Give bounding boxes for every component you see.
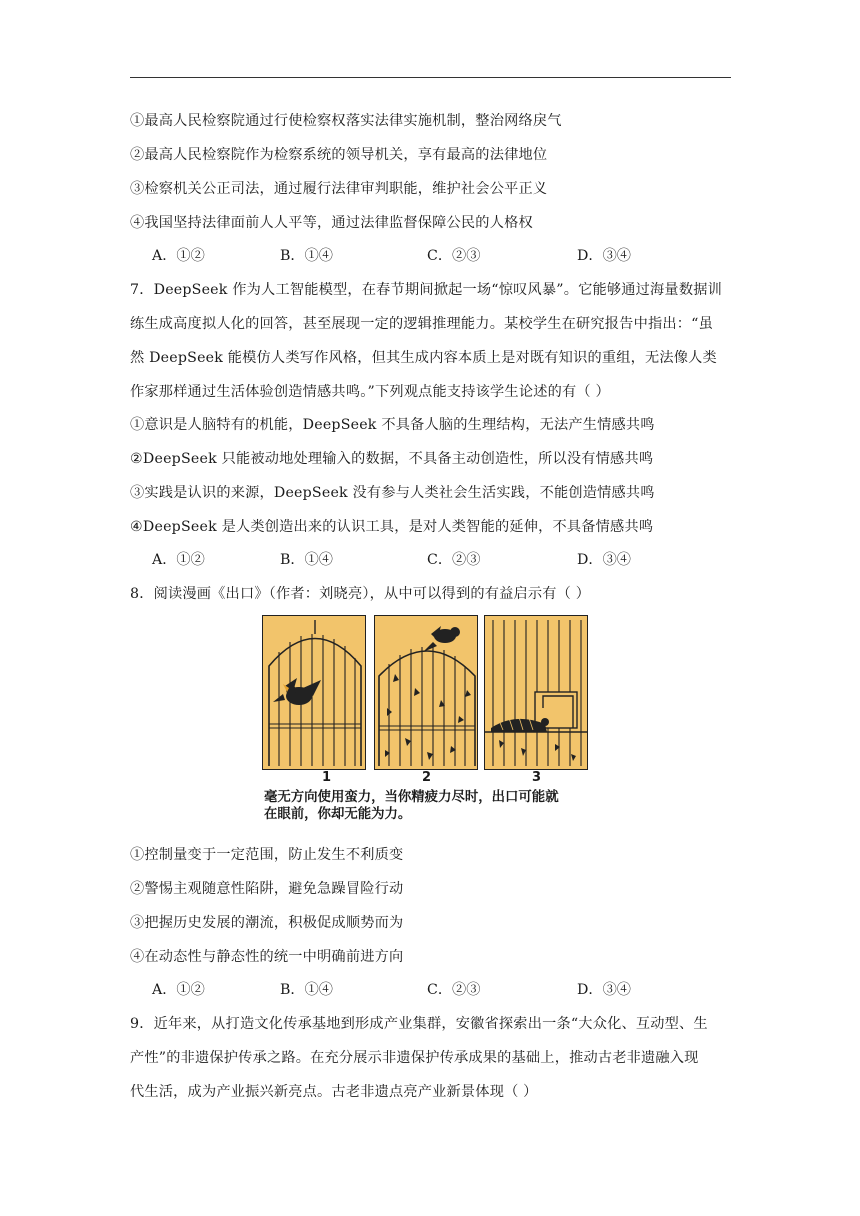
- q6-statement-3: ③检察机关公正司法，通过履行法律审判职能，维护社会公平正义: [130, 181, 548, 197]
- q7-stem-line-2: 练生成高度拟人化的回答，甚至展现一定的逻辑推理能力。某校学生在研究报告中指出：“虽: [130, 316, 713, 332]
- q8-statement-4: ④在动态性与静态性的统一中明确前进方向: [130, 949, 404, 965]
- cage-exit-exhausted-illustration: [485, 616, 588, 770]
- comic-caption-line-2: 在眼前，你却无能为力。: [264, 807, 412, 822]
- q7-statement-2: ②DeepSeek 只能被动地处理输入的数据，不具备主动创造性，所以没有情感共鸣: [130, 451, 654, 467]
- q6-option-d[interactable]: D．③④: [577, 248, 631, 264]
- q7-statement-3: ③实践是认识的来源，DeepSeek 没有参与人类社会生活实践，不能创造情感共鸣: [130, 485, 655, 501]
- q9-stem-line-3: 代生活，成为产业振兴新亮点。古老非遗点亮产业新景体现（ ）: [130, 1084, 538, 1100]
- cage-feathers-falling-illustration: [375, 616, 478, 770]
- panel-number-2: 2: [422, 770, 432, 785]
- q7-stem-line-4: 作家那样通过生活体验创造情感共鸣。”下列观点能支持该学生论述的有（ ）: [130, 384, 610, 400]
- panel-number-3: 3: [532, 770, 542, 785]
- q7-stem-line-3: 然 DeepSeek 能模仿人类写作风格，但其生成内容本质上是对既有知识的重组，无法像人类: [130, 350, 717, 366]
- comic-caption: [264, 789, 594, 823]
- q9-stem-line-1: 9．近年来，从打造文化传承基地到形成产业集群，安徽省探索出一条“大众化、互动型、生: [130, 1016, 708, 1032]
- comic-panel-3: [484, 615, 588, 770]
- header-rule: [130, 77, 731, 78]
- panel-number-1: 1: [322, 770, 332, 785]
- q8-statement-2: ②警惕主观随意性陷阱，避免急躁冒险行动: [130, 881, 404, 897]
- comic-panel-2: [374, 615, 478, 770]
- comic-panel-1: [262, 615, 366, 770]
- q8-stem: 8．阅读漫画《出口》（作者：刘晓亮），从中可以得到的有益启示有（ ）: [130, 586, 591, 602]
- q7-statement-4: ④DeepSeek 是人类创造出来的认识工具，是对人类智能的延伸，不具备情感共鸣: [130, 519, 654, 535]
- q6-statement-4: ④我国坚持法律面前人人平等，通过法律监督保障公民的人格权: [130, 215, 533, 231]
- q6-statement-1: ①最高人民检察院通过行使检察权落实法律实施机制，整治网络戾气: [130, 113, 562, 129]
- comic-caption-line-1: 毫无方向使用蛮力，当你精疲力尽时，出口可能就: [264, 790, 559, 805]
- q8-statement-1: ①控制量变于一定范围，防止发生不利质变: [130, 847, 404, 863]
- q6-option-a[interactable]: A．①②: [152, 248, 205, 264]
- q6-option-c[interactable]: C．②③: [427, 248, 481, 264]
- q7-option-a[interactable]: A．①②: [152, 552, 205, 568]
- q7-statement-1: ①意识是人脑特有的机能，DeepSeek 不具备人脑的生理结构，无法产生情感共鸣: [130, 417, 655, 433]
- q6-option-b[interactable]: B．①④: [280, 248, 333, 264]
- q8-option-b[interactable]: B．①④: [280, 982, 333, 998]
- comic-exit: [262, 615, 590, 825]
- q8-option-c[interactable]: C．②③: [427, 982, 481, 998]
- q8-option-d[interactable]: D．③④: [577, 982, 631, 998]
- q7-stem-line-1: 7．DeepSeek 作为人工智能模型，在春节期间掀起一场“惊叹风暴”。它能够通过海量数据训: [130, 282, 722, 298]
- q9-stem-line-2: 产性”的非遗保护传承之路。在充分展示非遗保护传承成果的基础上，推动古老非遗融入现: [130, 1050, 699, 1066]
- q7-option-d[interactable]: D．③④: [577, 552, 631, 568]
- q7-option-c[interactable]: C．②③: [427, 552, 481, 568]
- q7-option-b[interactable]: B．①④: [280, 552, 333, 568]
- q8-option-a[interactable]: A．①②: [152, 982, 205, 998]
- q8-statement-3: ③把握历史发展的潮流，积极促成顺势而为: [130, 915, 404, 931]
- cage-bird-struggling-illustration: [263, 616, 366, 770]
- q6-statement-2: ②最高人民检察院作为检察系统的领导机关，享有最高的法律地位: [130, 147, 548, 163]
